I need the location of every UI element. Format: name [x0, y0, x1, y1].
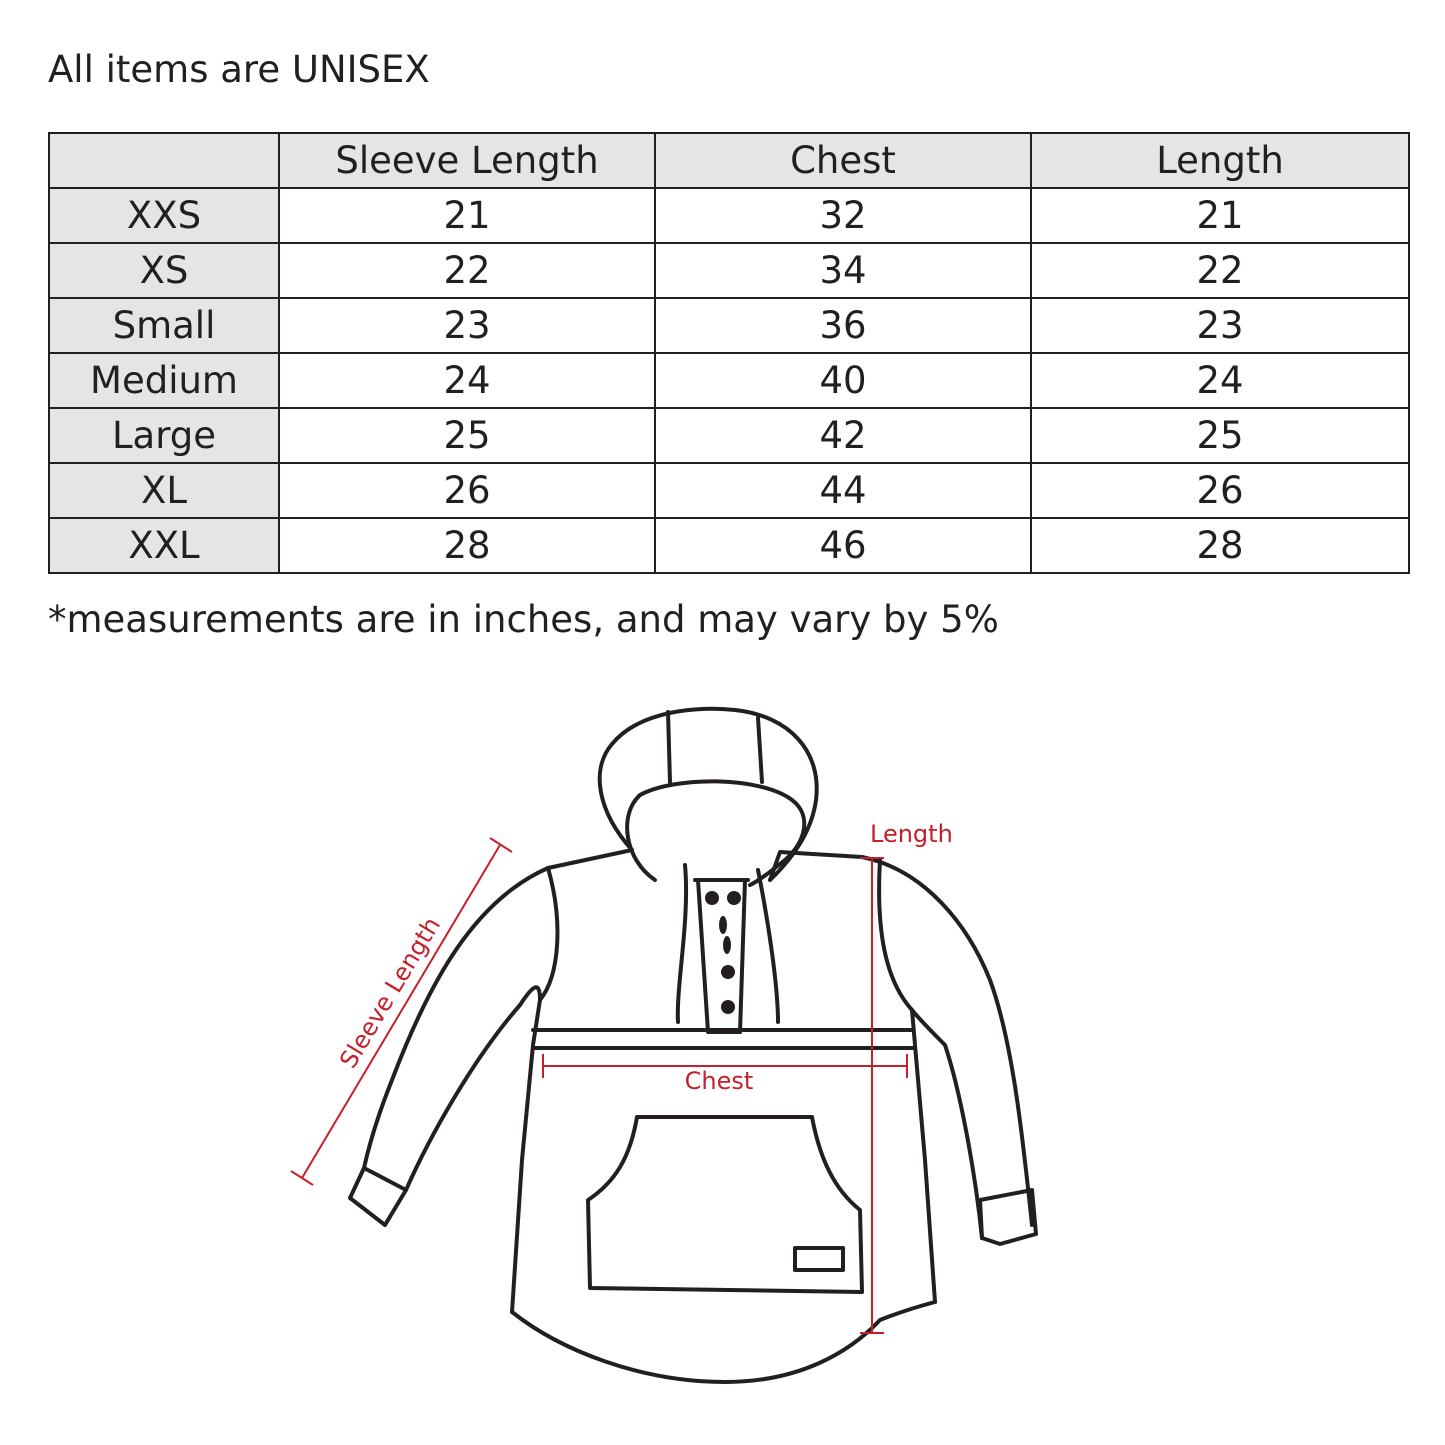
drawstring-left	[678, 865, 686, 1022]
placket-buttons	[705, 891, 741, 1014]
drawstring-right	[758, 870, 778, 1022]
chest-cell: 34	[655, 243, 1031, 298]
button-dot	[719, 916, 727, 934]
sleeve-length-tick-bottom	[291, 1171, 313, 1185]
kangaroo-pocket	[588, 1117, 862, 1292]
hood-seam-right	[758, 718, 762, 782]
size-label: XXL	[49, 518, 279, 573]
length-cell: 25	[1031, 408, 1409, 463]
size-label: XL	[49, 463, 279, 518]
button-dot	[721, 965, 735, 979]
chest-cell: 32	[655, 188, 1031, 243]
header-length: Length	[1031, 133, 1409, 188]
length-label: Length	[870, 820, 953, 848]
button-dot	[705, 891, 719, 905]
left-sleeve-inner	[540, 868, 557, 1000]
size-label: Medium	[49, 353, 279, 408]
sleeve-length-cell: 23	[279, 298, 655, 353]
chest-label: Chest	[684, 1067, 754, 1095]
length-cell: 21	[1031, 188, 1409, 243]
button-dot	[723, 936, 731, 954]
sleeve-length-label: Sleeve Length	[334, 912, 447, 1074]
size-label: Large	[49, 408, 279, 463]
length-cell: 22	[1031, 243, 1409, 298]
header-chest: Chest	[655, 133, 1031, 188]
sleeve-length-cell: 22	[279, 243, 655, 298]
length-cell: 24	[1031, 353, 1409, 408]
chest-cell: 42	[655, 408, 1031, 463]
button-dot	[727, 891, 741, 905]
sleeve-length-cell: 25	[279, 408, 655, 463]
size-label: Small	[49, 298, 279, 353]
sleeve-length-cell: 24	[279, 353, 655, 408]
measurement-note: *measurements are in inches, and may vary by 5%	[48, 598, 999, 641]
right-sleeve-inner	[879, 860, 912, 1010]
sleeve-length-cell: 21	[279, 188, 655, 243]
size-label: XXS	[49, 188, 279, 243]
length-cell: 23	[1031, 298, 1409, 353]
page-title: All items are UNISEX	[48, 48, 430, 91]
left-cuff	[350, 1168, 406, 1225]
hoodie-icon	[350, 709, 1036, 1382]
button-dot	[721, 1000, 735, 1014]
length-cell: 26	[1031, 463, 1409, 518]
sleeve-length-tick-top	[490, 838, 512, 852]
size-label: XS	[49, 243, 279, 298]
dimension-lines	[291, 838, 907, 1333]
chest-cell: 40	[655, 353, 1031, 408]
sleeve-length-cell: 26	[279, 463, 655, 518]
header-sleeve-length: Sleeve Length	[279, 133, 655, 188]
shoulder-left	[548, 850, 632, 868]
sleeve-length-cell: 28	[279, 518, 655, 573]
body-right-side	[912, 1010, 935, 1302]
chest-cell: 46	[655, 518, 1031, 573]
chest-cell: 44	[655, 463, 1031, 518]
hood-seam-left	[668, 712, 670, 782]
sleeve-length-line	[302, 845, 500, 1178]
chest-cell: 36	[655, 298, 1031, 353]
pocket-label	[795, 1248, 843, 1270]
length-cell: 28	[1031, 518, 1409, 573]
